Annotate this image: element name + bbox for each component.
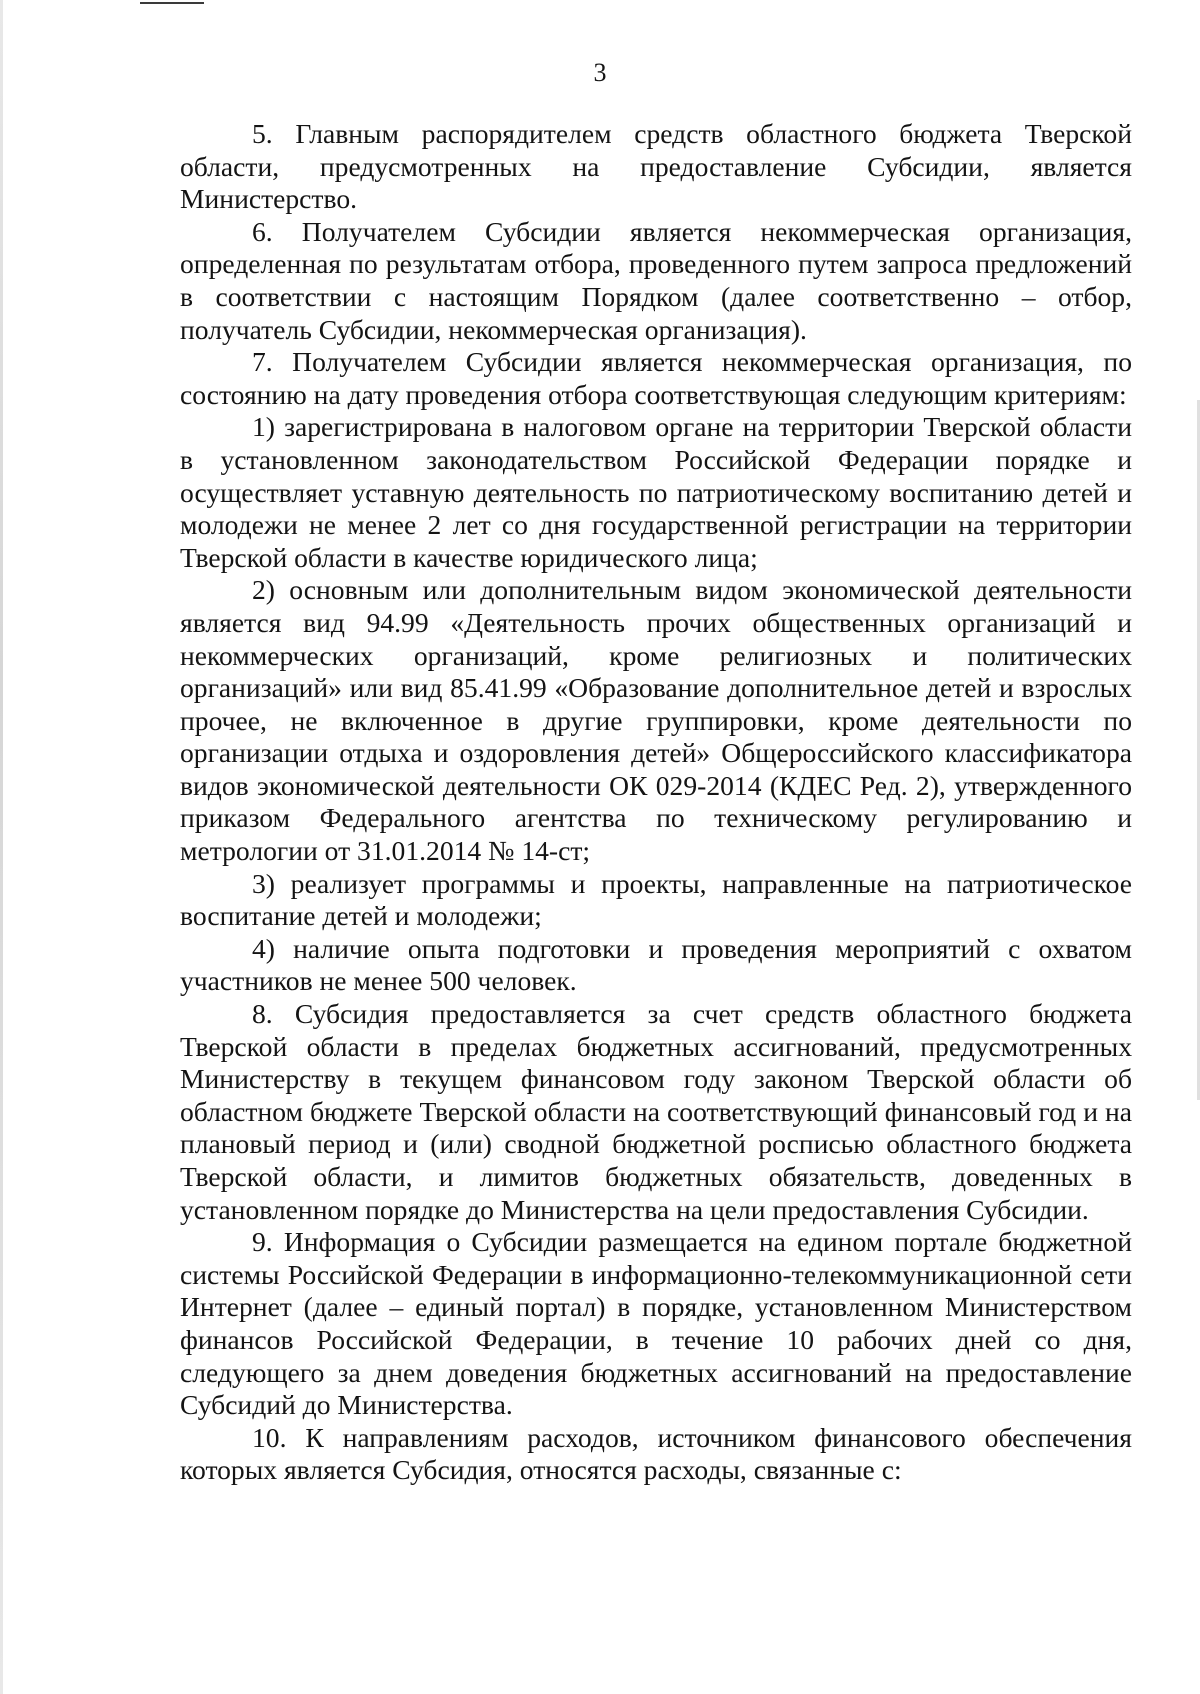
criterion-3: 3) реализует программы и проекты, направленные на патриотическое воспитание детей и молодежи;	[180, 867, 1132, 932]
page-number: 3	[593, 58, 607, 87]
paragraph-9: 9. Информация о Субсидии размещается на едином портале бюджетной системы Российской Федерации в информационно-телекоммуникационной сети Интернет (далее – единый портал) в порядке, установленном Министерством финансов Российской Федерации, в течение 10 рабочих дней со дня, следующего за днем доведения бюджетных ассигнований на предоставление Субсидий до Министерства.	[180, 1226, 1132, 1421]
paragraph-6: 6. Получателем Субсидии является некоммерческая организация, определенная по результатам отбора, проведенного путем запроса предложений в соответствии с настоящим Порядком (далее соответственно – отбор, получатель Субсидии, некоммерческая организация).	[180, 215, 1132, 345]
criterion-4: 4) наличие опыта подготовки и проведения мероприятий с охватом участников не менее 500 человек.	[180, 932, 1132, 997]
paragraph-10: 10. К направлениям расходов, источником финансового обеспечения которых является Субсидия, относятся расходы, связанные с:	[180, 1421, 1132, 1486]
document-body	[180, 118, 1132, 1487]
criterion-2: 2) основным или дополнительным видом экономической деятельности является вид 94.99 «Деятельность прочих общественных организаций и некоммерческих организаций, кроме религиозных и политических организаций» или вид 85.41.99 «Образование дополнительное детей и взрослых прочее, не включенное в другие группировки, кроме деятельности по организации отдыха и оздоровления детей» Общероссийского классификатора видов экономической деятельности ОК 029-2014 (КДЕС Ред. 2), утвержденного приказом Федерального агентства по техническому регулированию и метрологии от 31.01.2014 № 14-ст;	[180, 574, 1132, 867]
scan-mark	[140, 2, 204, 4]
scan-edge-left	[0, 0, 3, 1694]
paragraph-7: 7. Получателем Субсидии является некоммерческая организация, по состоянию на дату проведения отбора соответствующая следующим критериям:	[180, 346, 1132, 410]
criterion-1: 1) зарегистрирована в налоговом органе на территории Тверской области в установленном законодательством Российской Федерации порядке и осуществляет уставную деятельность по патриотическому воспитанию детей и молодежи не менее 2 лет со дня государственной регистрации на территории Тверской области в качестве юридического лица;	[180, 411, 1132, 573]
paragraph-5: 5. Главным распорядителем средств областного бюджета Тверской области, предусмотренных на предоставление Субсидии, является Министерство.	[180, 118, 1132, 215]
paragraph-8: 8. Субсидия предоставляется за счет средств областного бюджета Тверской области в пределах бюджетных ассигнований, предусмотренных Министерству в текущем финансовом году законом Тверской области об областном бюджете Тверской области на соответствующий финансовый год и на плановый период и (или) сводной бюджетной росписью областного бюджета Тверской области, и лимитов бюджетных обязательств, доведенных в установленном порядке до Министерства на цели предоставления Субсидии.	[180, 998, 1132, 1225]
